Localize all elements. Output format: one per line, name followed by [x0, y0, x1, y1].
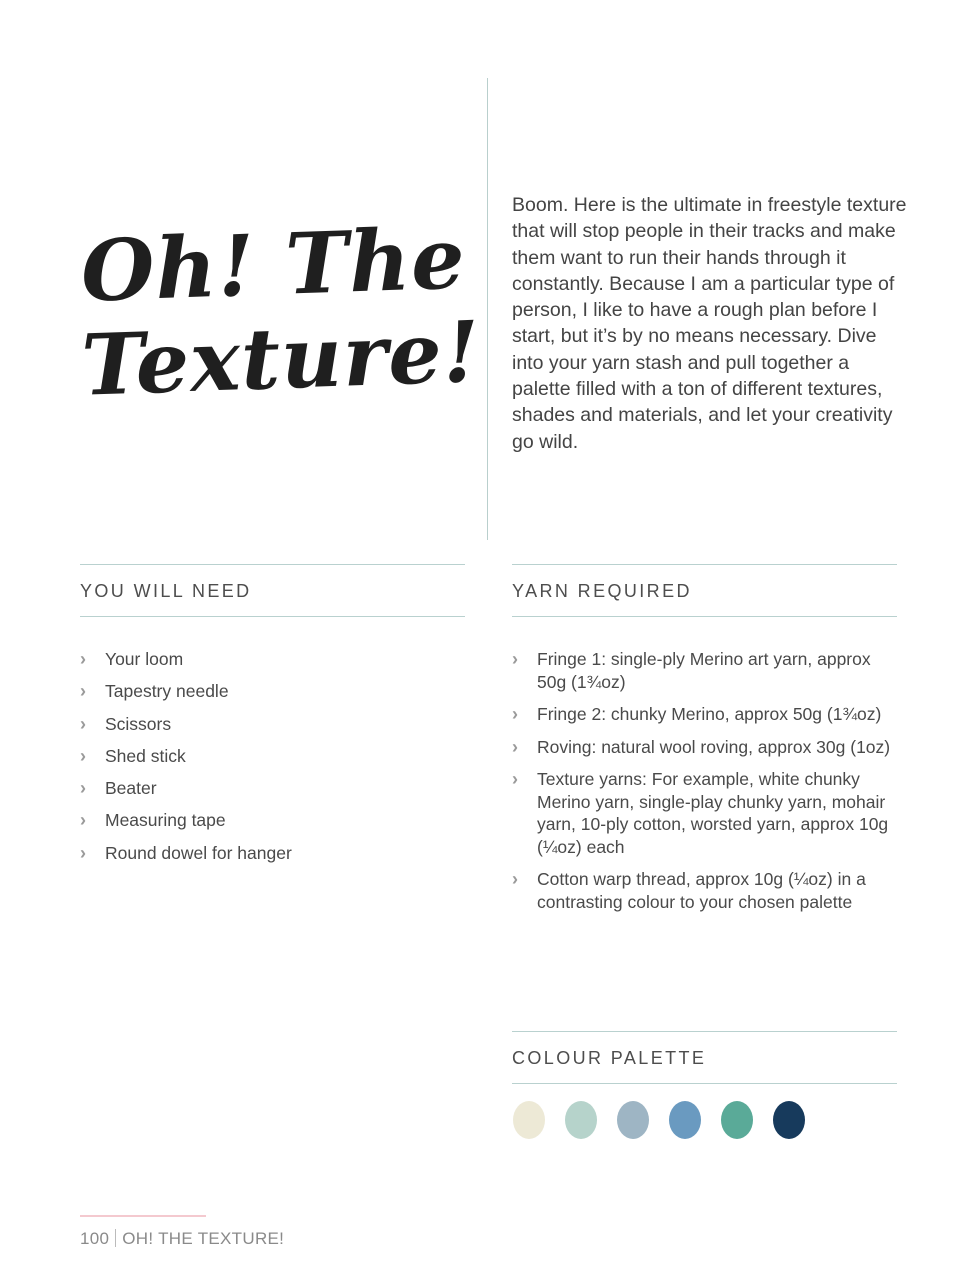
page-footer — [80, 1229, 284, 1249]
chevron-right-icon: › — [512, 736, 518, 757]
list-item-text: Beater — [105, 778, 157, 799]
list-item-text: Your loom — [105, 649, 184, 669]
title-line-2: Texture! — [80, 301, 483, 415]
you-will-need-heading — [80, 564, 465, 617]
yarn-required-heading-text: YARN REQUIRED — [512, 581, 692, 601]
list-item-text: Cotton warp thread, approx 10g (¼oz) in a contrasting colour to your chosen palette — [537, 869, 866, 912]
colour-swatch-2 — [565, 1101, 597, 1139]
yarn-required-list — [512, 648, 897, 923]
list-item — [80, 745, 465, 767]
page-number: 100 — [80, 1229, 110, 1248]
list-item — [80, 713, 465, 735]
intro-paragraph: Boom. Here is the ultimate in freestyle texture that will stop people in their tracks and make them want to run their hands through it constantly. Because I am a particular type of person, I like to have a rough plan before I start, but it’s by no means necessary. Dive into your yarn stash and pull together a palette filled with a ton of different textures, shades and materials, and let your creativity go wild. — [512, 194, 907, 453]
yarn-required-heading — [512, 564, 897, 617]
list-item-text: Round dowel for hanger — [105, 842, 292, 863]
you-will-need-heading-text: YOU WILL NEED — [80, 581, 252, 601]
list-item-text: Measuring tape — [105, 810, 226, 831]
list-item-text: Texture yarns: For example, white chunky Merino yarn, single-play chunky yarn, mohair yarn, 10-ply cotton, worsted yarn, approx 10g (¼oz) each — [537, 769, 889, 857]
chevron-right-icon: › — [80, 681, 86, 702]
list-item-text: Tapestry needle — [105, 681, 229, 702]
chevron-right-icon: › — [512, 704, 518, 724]
list-item — [80, 809, 465, 831]
chevron-right-icon: › — [80, 649, 86, 669]
colour-swatch-4 — [669, 1101, 701, 1139]
chevron-right-icon: › — [80, 778, 86, 799]
list-item-text: Scissors — [105, 713, 172, 734]
list-item — [80, 842, 465, 864]
chevron-right-icon: › — [80, 745, 86, 766]
footer-section-title: OH! THE TEXTURE! — [122, 1229, 285, 1248]
list-item — [512, 768, 897, 858]
colour-swatch-3 — [617, 1101, 649, 1139]
list-item-text: Fringe 2: chunky Merino, approx 50g (1¾oz) — [537, 704, 882, 724]
list-item — [512, 868, 897, 913]
footer-separator — [115, 1229, 116, 1247]
chevron-right-icon: › — [80, 810, 86, 831]
list-item-text: Roving: natural wool roving, approx 30g (1oz) — [537, 736, 891, 757]
chevron-right-icon: › — [512, 649, 518, 669]
list-item — [80, 680, 465, 702]
colour-swatch-6 — [773, 1101, 805, 1139]
colour-palette-heading-text: COLOUR PALETTE — [512, 1048, 707, 1068]
you-will-need-list — [80, 648, 465, 874]
list-item — [512, 648, 897, 693]
page-title — [77, 208, 483, 415]
chevron-right-icon: › — [80, 842, 86, 863]
colour-palette-swatches — [513, 1101, 805, 1139]
colour-swatch-1 — [513, 1101, 545, 1139]
list-item — [512, 703, 897, 726]
chevron-right-icon: › — [512, 869, 518, 889]
colour-palette-heading — [512, 1031, 897, 1084]
chevron-right-icon: › — [80, 713, 86, 734]
list-item — [80, 648, 465, 670]
colour-swatch-5 — [721, 1101, 753, 1139]
chevron-right-icon: › — [512, 769, 518, 789]
footer-accent-line — [80, 1215, 206, 1217]
list-item — [512, 736, 897, 759]
title-line-1: Oh! The — [79, 208, 468, 321]
list-item-text: Shed stick — [105, 745, 186, 766]
column-divider — [487, 78, 488, 540]
list-item — [80, 777, 465, 799]
list-item-text: Fringe 1: single-ply Merino art yarn, approx 50g (1¾oz) — [537, 649, 871, 692]
